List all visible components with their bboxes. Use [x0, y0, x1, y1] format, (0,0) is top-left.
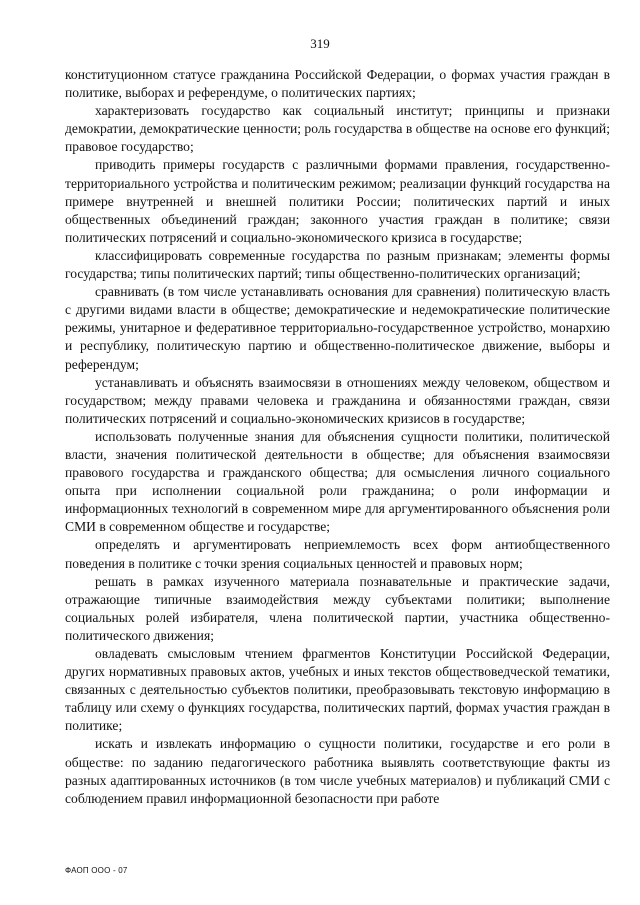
- page-number: 319: [310, 36, 330, 51]
- paragraph: искать и извлекать информацию о сущности политики, государстве и его роли в обществе: по заданию педагогического работника выявлять соответствующие факты из разных адаптированных источников (в том числе учебных материалов) и публикаций СМИ с соблюдением правил информационной безопасности при работе: [65, 736, 610, 806]
- paragraph: сравнивать (в том числе устанавливать основания для сравнения) политическую власть с другими видами власти в обществе; демократические и недемократические политические режимы, унитарное и федеративное территориально-государственное устройство, монархию и республику, политическую партию и общественно-политическое движение, выборы и референдум;: [65, 284, 610, 372]
- paragraph: характеризовать государство как социальный институт; принципы и признаки демократии, демократические ценности; роль государства в обществе на основе его функций; правовое государство;: [65, 103, 610, 155]
- paragraph: решать в рамках изученного материала познавательные и практические задачи, отражающие типичные взаимодействия между субъектами политики; выполнение социальных ролей избирателя, члена политической партии, участника общественно-политического движения;: [65, 573, 610, 643]
- paragraph: устанавливать и объяснять взаимосвязи в отношениях между человеком, обществом и государством; между правами человека и гражданина и обязанностями граждан, связи политических потрясений и социально-экономических кризисов в государстве;: [65, 374, 610, 426]
- paragraph: определять и аргументировать неприемлемость всех форм антиобщественного поведения в политике с точки зрения социальных ценностей и правовых норм;: [65, 537, 610, 571]
- paragraph: конституционном статусе гражданина Российской Федерации, о формах участия граждан в политике, выборах и референдуме, о политических партиях;: [65, 67, 610, 101]
- footer-code: ФАОП ООО - 07: [65, 866, 128, 875]
- paragraph: приводить примеры государств с различными формами правления, государственно-территориального устройства и политическим режимом; реализации функций государства на примере внутренней и внешней политики России; политических партий и иных общественных объединений граждан; законного участия граждан в политике; связи политических потрясений и социально-экономического кризиса в государстве;: [65, 157, 610, 245]
- paragraph: овладевать смысловым чтением фрагментов Конституции Российской Федерации, других нормативных правовых актов, учебных и иных текстов обществоведческой тематики, связанных с деятельностью субъектов политики, преобразовывать текстовую информацию в таблицу или схему о функциях государства, политических партий, формах участия граждан в политике;: [65, 646, 610, 734]
- paragraph: использовать полученные знания для объяснения сущности политики, политической власти, значения политической деятельности в обществе; для объяснения взаимосвязи правового государства и гражданского общества; для осмысления личного социального опыта при исполнении социальной роли гражданина; о роли информации и информационных технологий в современном мире для аргументированного объяснения роли СМИ в современном обществе и государстве;: [65, 428, 610, 535]
- paragraph: классифицировать современные государства по разным признакам; элементы формы государства; типы политических партий; типы общественно-политических организаций;: [65, 247, 610, 282]
- document-body: [65, 66, 610, 808]
